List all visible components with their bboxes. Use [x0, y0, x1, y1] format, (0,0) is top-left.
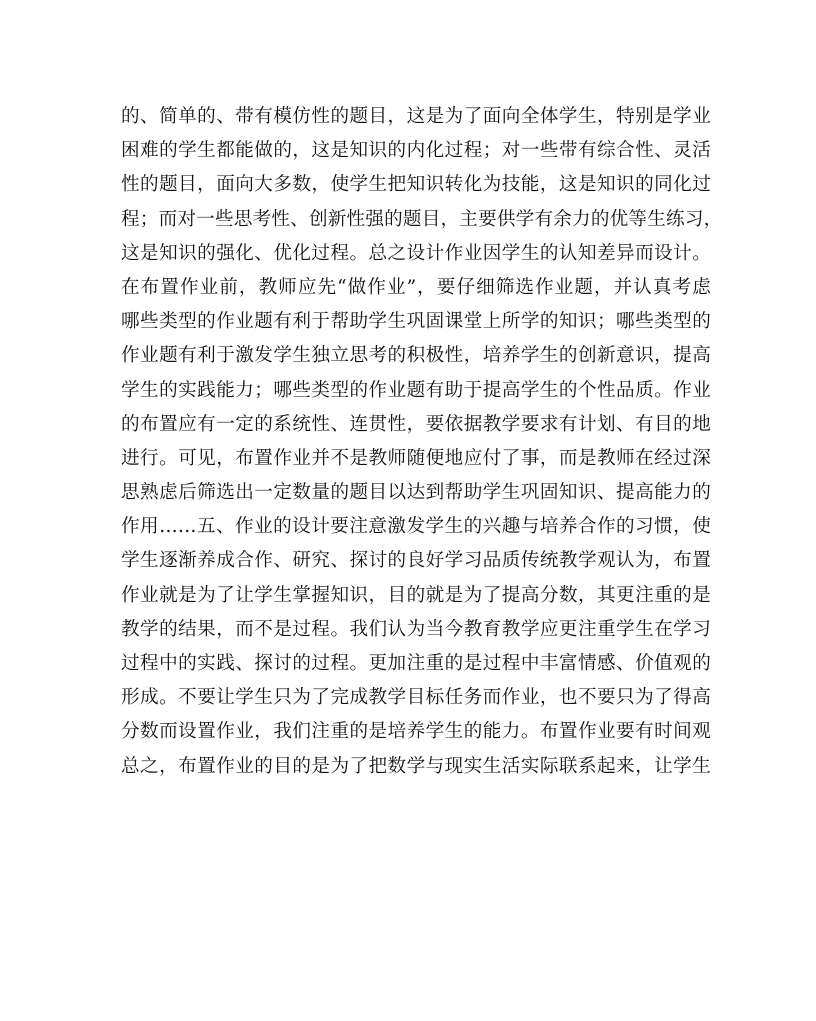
text-line: 作业题有利于激发学生独立思考的积极性，培养学生的创新意识，提高 [121, 345, 711, 367]
text-line: 分数而设置作业，我们注重的是培养学生的能力。布置作业要有时间观 [121, 721, 711, 743]
text-line: 学生的实践能力；哪些类型的作业题有助于提高学生的个性品质。作业 [121, 379, 711, 401]
text-line: 形成。不要让学生只为了完成教学目标任务而作业，也不要只为了得高 [121, 687, 711, 709]
text-line: 哪些类型的作业题有利于帮助学生巩固课堂上所学的知识；哪些类型的 [121, 311, 711, 333]
text-line: 在布置作业前，教师应先“做作业”，要仔细筛选作业题，并认真考虑 [121, 276, 711, 298]
text-line: 教学的结果，而不是过程。我们认为当今教育教学应更注重学生在学习 [121, 618, 711, 640]
text-line: 这是知识的强化、优化过程。总之设计作业因学生的认知差异而设计。 [121, 242, 711, 264]
body-text [121, 100, 723, 784]
text-line: 学生逐渐养成合作、研究、探讨的良好学习品质传统教学观认为，布置 [121, 550, 711, 572]
text-line: 性的题目，面向大多数，使学生把知识转化为技能，这是知识的同化过 [121, 174, 711, 196]
text-line: 总之，布置作业的目的是为了把数学与现实生活实际联系起来，让学生 [121, 755, 711, 777]
text-line: 困难的学生都能做的，这是知识的内化过程；对一些带有综合性、灵活 [121, 140, 711, 162]
text-line: 进行。可见，布置作业并不是教师随便地应付了事，而是教师在经过深 [121, 447, 711, 469]
text-line: 过程中的实践、探讨的过程。更加注重的是过程中丰富情感、价值观的 [121, 653, 711, 674]
text-line: 的布置应有一定的系统性、连贯性，要依据教学要求有计划、有目的地 [121, 413, 711, 435]
text-line: 程；而对一些思考性、创新性强的题目，主要供学有余力的优等生练习， [121, 208, 723, 230]
text-line: 作业就是为了让学生掌握知识，目的就是为了提高分数，其更注重的是 [121, 584, 711, 606]
text-line: 的、简单的、带有模仿性的题目，这是为了面向全体学生，特别是学业 [121, 106, 711, 127]
text-line: 思熟虑后筛选出一定数量的题目以达到帮助学生巩固知识、提高能力的 [121, 482, 711, 504]
text-line: 作用……五、作业的设计要注意激发学生的兴趣与培养合作的习惯，使 [121, 516, 711, 538]
